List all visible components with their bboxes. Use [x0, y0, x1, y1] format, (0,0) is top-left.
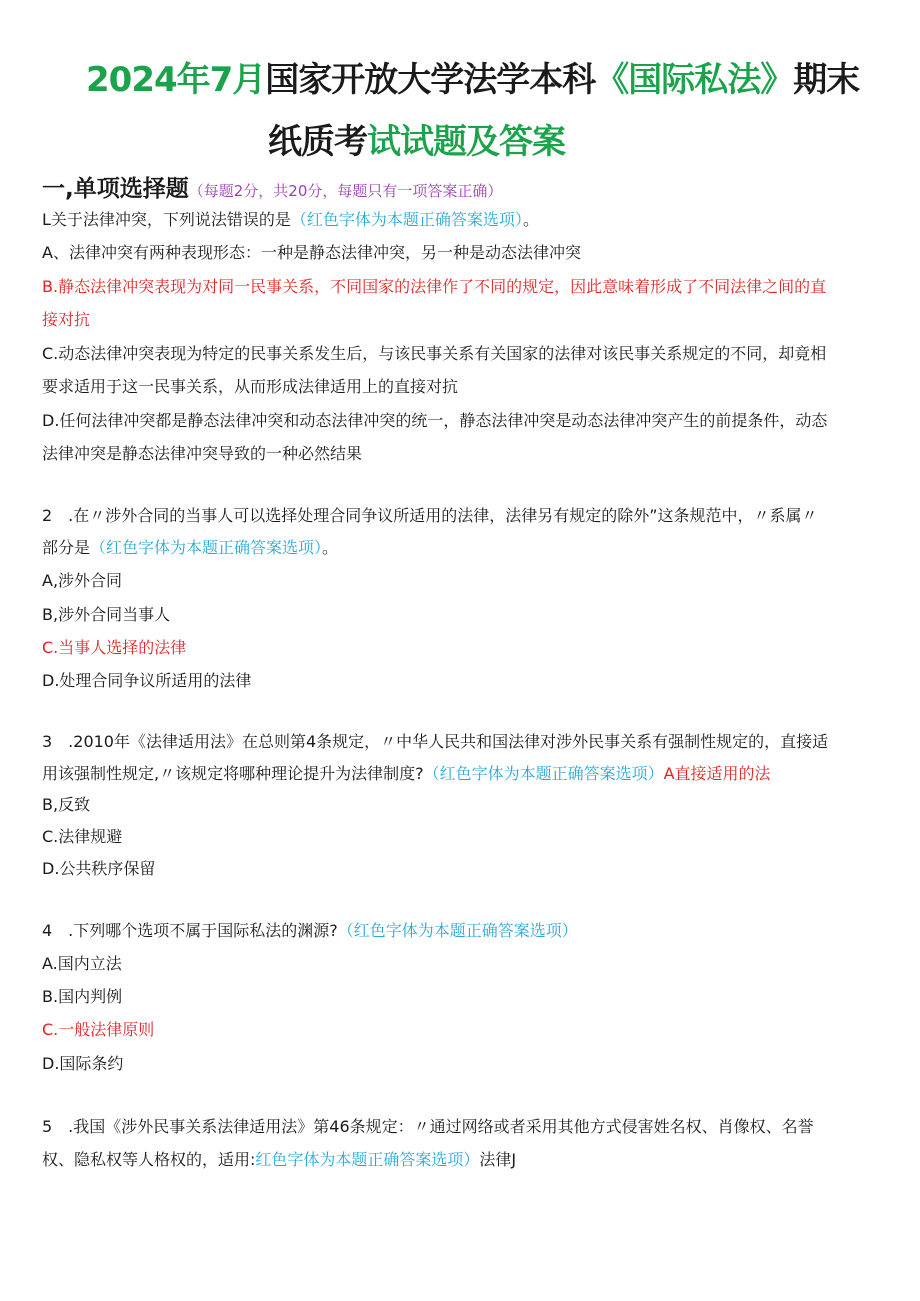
q1-option-a: A、法律冲突有两种表现形态：一种是静态法律冲突，另一种是动态法律冲突 [42, 243, 581, 262]
q3-stem-line1: 3 .2010年《法律适用法》在总则第4条规定，〃中华人民共和国法律对涉外民事关系有强制性规定的，直接适 [42, 732, 829, 751]
q3-answer-a: A直接适用的法 [663, 764, 771, 783]
q2-option-d: D.处理合同争议所适用的法律 [42, 671, 252, 690]
section-title: 一,单项选择题 [42, 176, 189, 202]
q1-option-d-line1: D.任何法律冲突都是静态法律冲突和动态法律冲突的统一，静态法律冲突是动态法律冲突产生的前提条件，动态 [42, 411, 828, 430]
q4-hint: （红色字体为本题正确答案选项） [337, 921, 578, 940]
q1-option-b-line2: 接对抗 [42, 310, 91, 329]
q1-hint: （红色字体为本题正确答案选项） [290, 210, 523, 229]
q5-hint: 红色字体为本题正确答案选项） [255, 1150, 480, 1169]
title-term: 期末 [793, 60, 860, 100]
q3-option-b: B,反致 [42, 795, 91, 814]
q2-stem-end: 。 [322, 538, 339, 557]
q5-stem-line1: 5 .我国《涉外民事关系法律适用法》第46条规定：〃通过网络或者采用其他方式侵害姓名权、肖像权、名誉 [42, 1117, 814, 1136]
q1-option-c-line1: C.动态法律冲突表现为特定的民事关系发生后，与该民事关系有关国家的法律对该民事关系规定的不同，却竟相 [42, 344, 827, 363]
q2-stem-line1: 2 .在〃涉外合同的当事人可以选择处理合同争议所适用的法律，法律另有规定的除外”这条规范中，〃系属〃 [42, 506, 818, 525]
q4-stem-text: 4 .下列哪个选项不属于国际私法的渊源? [42, 921, 338, 940]
q2-hint: （红色字体为本题正确答案选项） [90, 538, 323, 557]
q3-option-d: D.公共秩序保留 [42, 859, 156, 878]
q1-option-b-line1: B.静态法律冲突表现为对同一民事关系，不同国家的法律作了不同的规定，因此意味着形成了不同法律之间的直 [42, 277, 827, 296]
q5-stem-end: 法律J [479, 1150, 517, 1169]
q4-option-c: C.一般法律原则 [42, 1020, 155, 1039]
q4-option-d: D.国际条约 [42, 1054, 124, 1073]
section-heading [42, 170, 502, 203]
q3-option-c: C.法律规避 [42, 827, 123, 846]
q2-stem-text: 部分是 [42, 538, 91, 557]
q1-stem-text: L关于法律冲突，下列说法错误的是 [42, 210, 291, 229]
q3-hint: （红色字体为本题正确答案选项） [423, 764, 664, 783]
q1-stem-end: 。 [522, 210, 539, 229]
title-year: 2024年7月 [86, 60, 266, 100]
q2-option-c: C.当事人选择的法律 [42, 638, 187, 657]
title-exam-type: 纸质考 [268, 122, 367, 162]
title-course: 《国际私法》 [595, 60, 794, 100]
q4-stem [42, 921, 578, 941]
q4-option-a: A.国内立法 [42, 954, 122, 973]
q1-stem [42, 210, 539, 230]
q2-option-a: A,涉外合同 [42, 571, 123, 590]
title-school: 国家开放大学法学本科 [265, 60, 596, 100]
q5-stem-text: 权、隐私权等人格权的，适用: [42, 1150, 256, 1169]
q3-stem-text: 用该强制性规定,〃该规定将哪种理论提升为法律制度? [42, 764, 424, 783]
document-title-line1 [86, 52, 859, 101]
q1-option-c-line2: 要求适用于这一民事关系，从而形成法律适用上的直接对抗 [42, 377, 459, 396]
section-note: （每题2分，共20分，每题只有一项答案正确） [188, 182, 503, 200]
q1-option-d-line2: 法律冲突是静态法律冲突导致的一种必然结果 [42, 444, 363, 463]
q2-option-b: B,涉外合同当事人 [42, 605, 171, 624]
document-title-line2 [268, 114, 565, 163]
q5-stem-line2 [42, 1150, 516, 1170]
q3-stem-line2 [42, 764, 771, 784]
q2-stem-line2 [42, 538, 338, 558]
title-suffix: 试试题及答案 [367, 122, 565, 162]
q4-option-b: B.国内判例 [42, 987, 123, 1006]
